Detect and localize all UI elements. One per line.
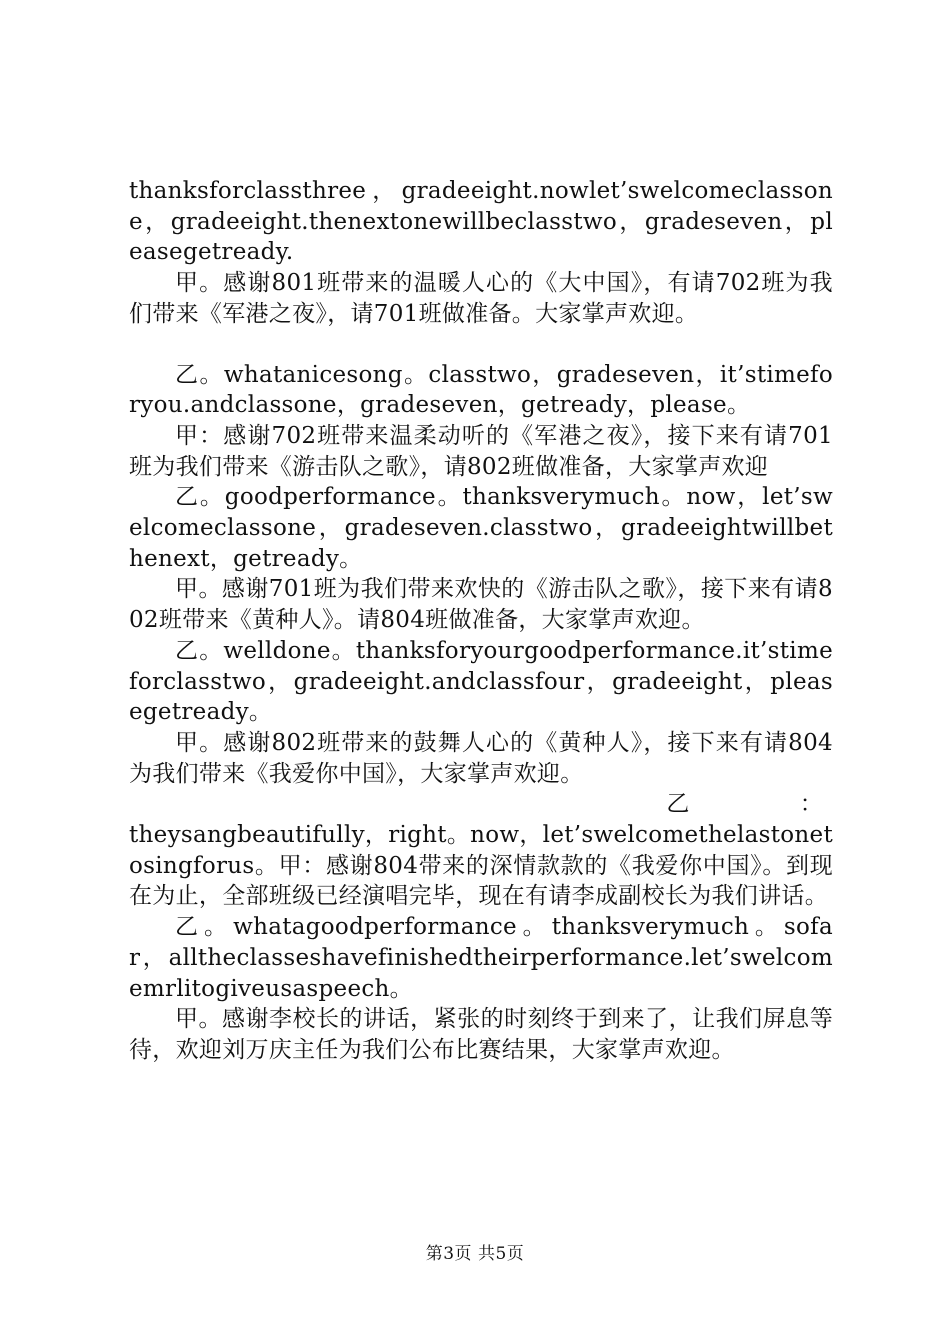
paragraph-host-b-good-performance: 乙。goodperformance。thanksverymuch。now，let’swelcomeclassone，gradeseven.classtwo，gradeeightwillbethenext，getready。 — [129, 484, 833, 572]
paragraph-host-b-well-done: 乙。welldone。thanksforyourgoodperformance.it’stimeforclasstwo，gradeeight.andclassfour，gradeeight，pleasegetready。 — [129, 637, 833, 726]
paragraph-english-intro: thanksforclassthree，gradeeight.nowlet’swelcomeclassone，gradeeight.thenextonewillbeclasstwo，gradeseven，pleasegetready. — [129, 178, 833, 266]
paragraph-host-b-nice-song: 乙。whatanicesong。classtwo，gradeseven，it’stimeforyou.andclassone，gradeseven，getready，please。 — [129, 361, 833, 419]
paragraph-host-a-results: 甲。感谢李校长的讲话，紧张的时刻终于到来了，让我们屏息等待，欢迎刘万庆主任为我们公布比赛结果，大家掌声欢迎。 — [129, 1006, 833, 1063]
paragraph-host-a-801: 甲。感谢801班带来的温暖人心的《大中国》，有请702班为我们带来《军港之夜》，请701班做准备。大家掌声欢迎。 — [129, 270, 833, 327]
paragraph-host-a-702: 甲：感谢702班带来温柔动听的《军港之夜》，接下来有请701班为我们带来《游击队之歌》，请802班做准备，大家掌声欢迎 — [129, 422, 833, 480]
paragraph-host-a-802: 甲。感谢802班带来的鼓舞人心的《黄种人》，接下来有请804为我们带来《我爱你中国》，大家掌声欢迎。 — [129, 729, 833, 787]
page-footer: 第3页 共5页 — [425, 1244, 525, 1264]
paragraph-sang-beautifully: theysangbeautifully，right。now，let’swelcomethelastonetosingforus。甲：感谢804带来的深情款款的《我爱你中国》。到现在为止，全部班级已经演唱完毕，现在有请李成副校长为我们讲话。 — [129, 822, 834, 910]
speaker-label-line — [129, 789, 833, 820]
speaker-label-yi: 乙 — [666, 791, 690, 818]
document-body — [129, 176, 833, 1066]
paragraph-host-b-speech: 乙。whatagoodperformance。thanksverymuch。sofar，alltheclasseshavefinishedtheirperformance.let’swelcomemrlitogiveusaspeech。 — [129, 914, 833, 1002]
speaker-label-colon: ： — [799, 791, 823, 818]
paragraph-host-a-701: 甲。感谢701班为我们带来欢快的《游击队之歌》，接下来有请802班带来《黄种人》。请804班做准备，大家掌声欢迎。 — [129, 576, 833, 634]
